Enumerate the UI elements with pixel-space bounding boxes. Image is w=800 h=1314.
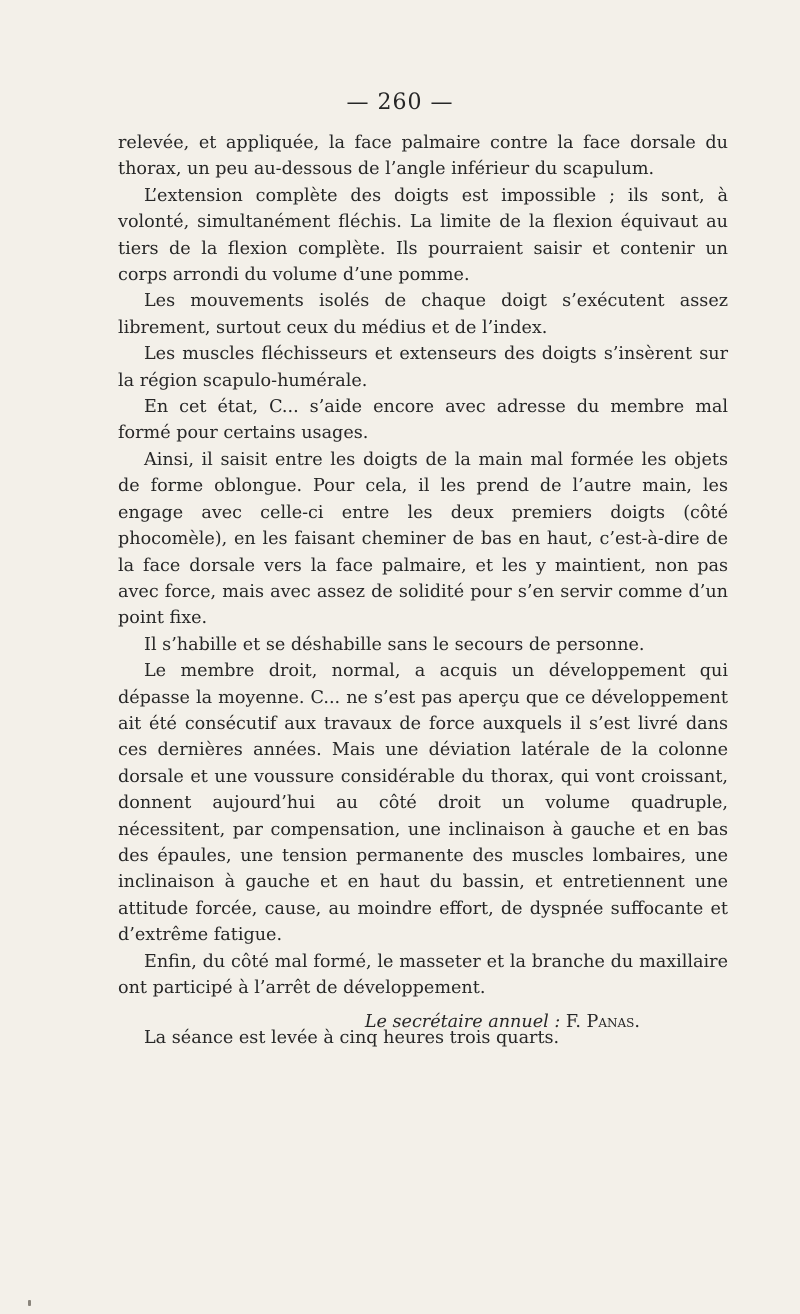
paragraph: Le membre droit, normal, a acquis un développement qui dépasse la moyenne. C... ne s’est pas aperçu que ce développement ait été consécutif aux travaux de force auxquels il s’est livré dans ces dernières années. Mais une déviation latérale de la colonne dorsale et une voussure considérable du thorax, qui vont croissant, donnent aujourd’hui au côté droit un volume quadruple, nécessitent, par compensation, une inclinaison à gauche et en bas des épaules, une tension permanente des muscles lombaires, une inclinaison à gauche et en haut du bassin, et entretiennent une attitude forcée, cause, au moindre effort, de dyspnée suffocante et d’extrême fatigue. <box>118 661 728 946</box>
paragraph: Les mouvements isolés de chaque doigt s’exécutent assez librement, surtout ceux du médius et de l’index. <box>118 291 728 338</box>
page-number: — 260 — <box>346 90 454 115</box>
paper-speck <box>28 1300 31 1306</box>
signature-line <box>0 1012 640 1032</box>
paragraph: L’extension complète des doigts est impossible ; ils sont, à volonté, simultanément fléchis. La limite de la flexion équivaut au tiers de la flexion complète. Ils pourraient saisir et contenir un corps arrondi du volume d’une pomme. <box>118 185 728 286</box>
paragraph: Enfin, du côté mal formé, le masseter et la branche du maxillaire ont participé à l’arrêt de développement. <box>118 951 728 998</box>
paragraph: Il s’habille et se déshabille sans le secours de personne. <box>144 634 645 655</box>
paragraph: En cet état, C... s’aide encore avec adresse du membre mal formé pour certains usages. <box>118 397 728 444</box>
body-text <box>118 130 728 1052</box>
paragraph: relevée, et appliquée, la face palmaire contre la face dorsale du thorax, un peu au-dessous de l’angle inférieur du scapulum. <box>118 133 728 180</box>
closing-line: La séance est levée à cinq heures trois quarts. <box>144 1028 560 1049</box>
paragraph: Ainsi, il saisit entre les doigts de la main mal formée les objets de forme oblongue. Pour cela, il les prend de l’autre main, les engage avec celle-ci entre les deux premiers doigts (côté phocomèle), en les faisant cheminer de bas en haut, c’est-à-dire de la face dorsale vers la face palmaire, et les y maintient, non pas avec force, mais avec assez de solidité pour s’en servir comme d’un point fixe. <box>118 449 728 629</box>
signature-name: F. Panas. <box>565 1012 640 1032</box>
signature-role: Le secrétaire annuel : <box>364 1012 561 1032</box>
paragraph: Les muscles fléchisseurs et extenseurs des doigts s’insèrent sur la région scapulo-humérale. <box>118 344 728 391</box>
